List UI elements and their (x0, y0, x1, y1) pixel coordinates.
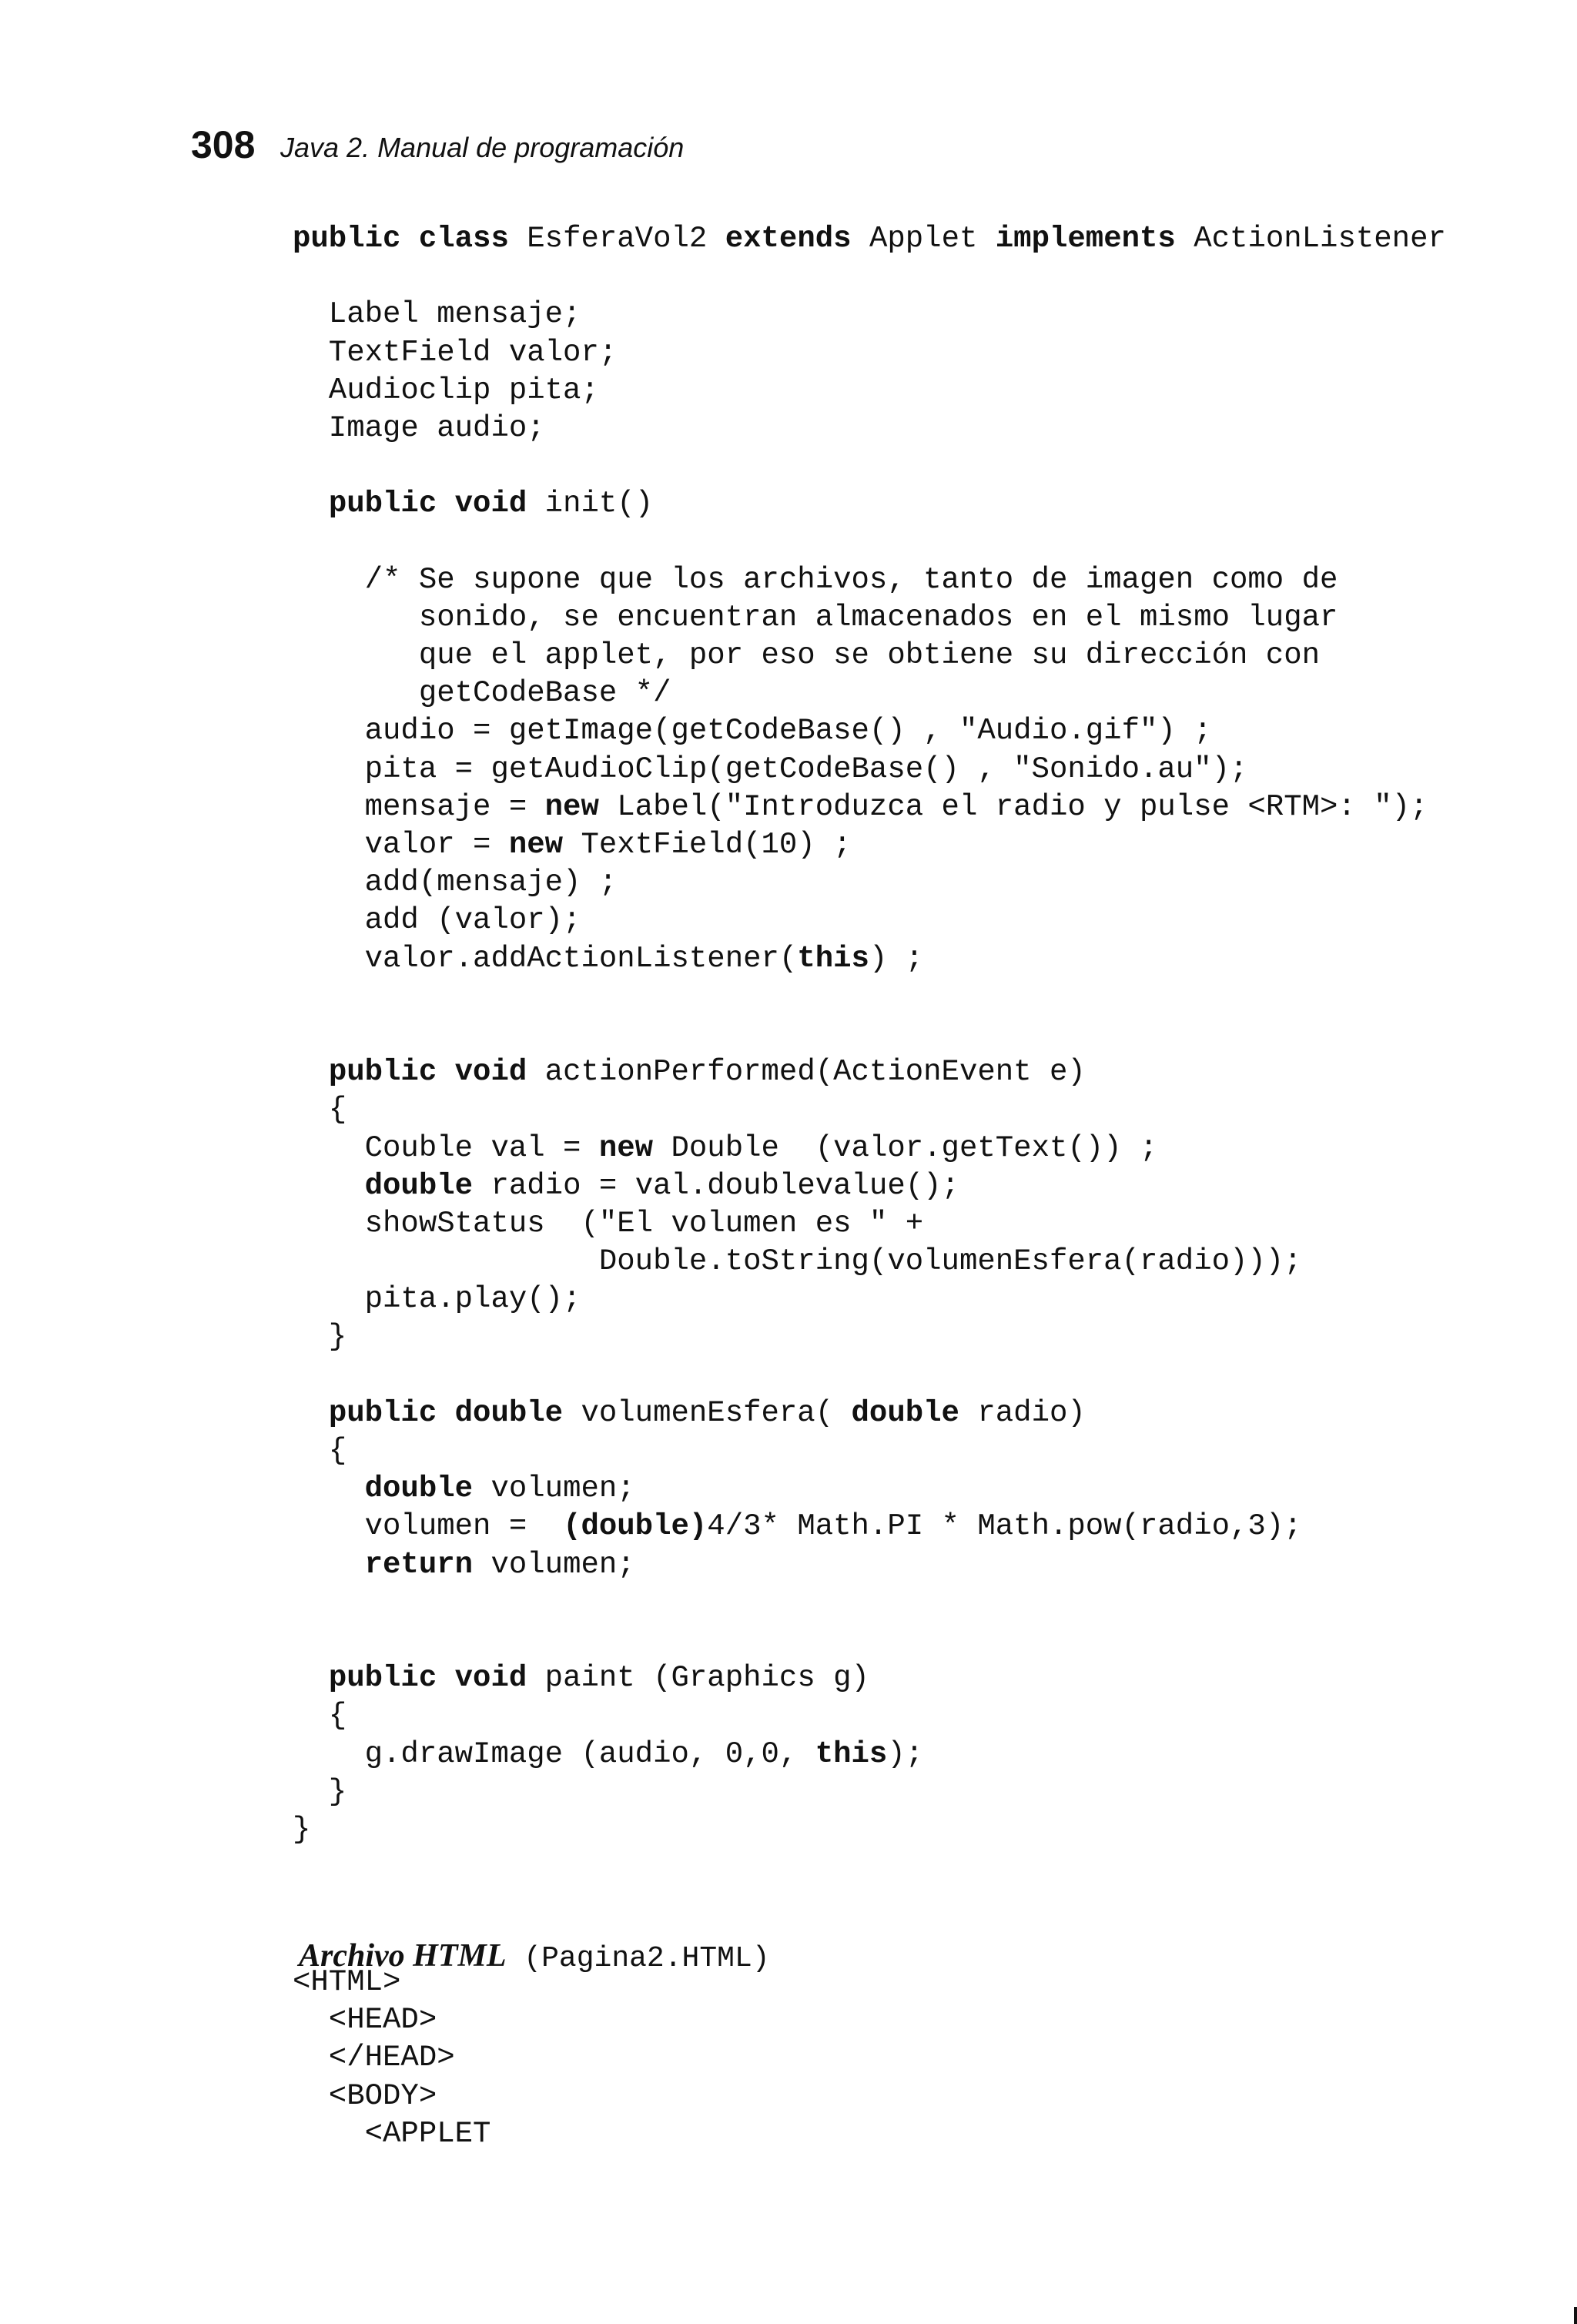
code-text: pita = getAudioClip(getCodeBase() , "Sonido.au"); (293, 752, 1248, 786)
code-line (293, 1697, 1446, 1735)
code-text: Double.toString(volumenEsfera(radio))); (293, 1244, 1302, 1279)
code-line (293, 1659, 1446, 1697)
code-line (293, 751, 1446, 789)
code-keyword: public double (328, 1395, 564, 1430)
code-text: <BODY> (293, 2078, 437, 2113)
code-text: </HEAD> (293, 2041, 455, 2075)
code-line (293, 2001, 491, 2039)
code-text: g.drawImage (audio, 0,0, (293, 1736, 815, 1771)
code-keyword: public void (328, 487, 527, 521)
html-file-heading (293, 1887, 770, 1975)
html-code-listing (293, 1964, 491, 2153)
code-keyword: (double) (563, 1509, 708, 1544)
code-line (293, 485, 1446, 523)
code-line (293, 1318, 1446, 1356)
code-text: getCodeBase */ (293, 676, 671, 711)
code-line (293, 712, 1446, 750)
code-line (293, 978, 1446, 1016)
code-text: que el applet, por eso se obtiene su dirección con (293, 638, 1321, 673)
code-keyword: this (815, 1736, 888, 1771)
code-line (293, 1205, 1446, 1243)
code-text: valor = (293, 828, 509, 862)
code-text: showStatus ("El volumen es " + (293, 1206, 924, 1241)
code-text (293, 1169, 365, 1203)
code-keyword: implements (995, 222, 1176, 256)
code-text: } (293, 1812, 311, 1847)
code-text: /* Se supone que los archivos, tanto de imagen como de (293, 562, 1338, 597)
code-keyword: new (598, 1130, 654, 1165)
code-text: TextField(10) ; (563, 828, 852, 862)
code-text: sonido, se encuentran almacenados en el mismo lugar (293, 600, 1338, 635)
code-line (293, 940, 1446, 978)
code-line (293, 296, 1446, 333)
page-number: 308 (191, 123, 256, 166)
code-text: audio = getImage(getCodeBase() , "Audio.gif") ; (293, 714, 1212, 748)
code-line (293, 1546, 1446, 1584)
code-text: mensaje = (293, 789, 545, 824)
code-line (293, 2078, 491, 2115)
code-line (293, 864, 1446, 902)
code-text: { (293, 1699, 347, 1733)
code-line (293, 410, 1446, 447)
code-line (293, 675, 1446, 712)
code-line (293, 1016, 1446, 1053)
code-line (293, 372, 1446, 410)
code-text (293, 1472, 365, 1505)
code-keyword: double (851, 1395, 959, 1430)
code-keyword: new (544, 789, 599, 824)
code-line (293, 1053, 1446, 1091)
code-keyword: public void (328, 1661, 527, 1696)
running-title: Java 2. Manual de programación (280, 132, 685, 163)
code-line (293, 1964, 491, 2001)
code-line (293, 826, 1446, 864)
code-line (293, 334, 1446, 372)
code-line (293, 1508, 1446, 1545)
java-code-listing (293, 220, 1446, 1849)
code-text: volumen; (473, 1547, 635, 1582)
code-text: valor.addActionListener( (293, 941, 798, 976)
code-line (293, 1395, 1446, 1432)
code-line (293, 1622, 1446, 1659)
code-text: paint (Graphics g) (527, 1661, 869, 1696)
code-text (293, 1396, 329, 1430)
code-text (293, 1548, 365, 1582)
code-line (293, 1811, 1446, 1849)
code-line (293, 1243, 1446, 1281)
code-text (293, 1055, 329, 1089)
code-line (293, 1281, 1446, 1318)
code-keyword: double (364, 1168, 474, 1203)
code-text: radio = val.doublevalue(); (473, 1168, 959, 1203)
code-text: actionPerformed(ActionEvent e) (527, 1055, 1086, 1090)
code-text: ) ; (869, 941, 924, 976)
code-line (293, 902, 1446, 939)
code-line (293, 1736, 1446, 1773)
code-line (293, 1130, 1446, 1167)
code-text: Image audio; (293, 410, 545, 445)
code-text: EsferaVol2 (508, 222, 725, 256)
html-file-title: Archivo HTML (299, 1938, 507, 1974)
code-text (293, 1661, 329, 1695)
code-text: add (valor); (293, 903, 581, 938)
code-keyword: extends (725, 222, 852, 256)
code-text: Applet (851, 222, 996, 256)
code-text: <HEAD> (293, 2003, 437, 2038)
code-line (293, 2115, 491, 2153)
code-line (293, 1091, 1446, 1129)
code-text: pita.play(); (293, 1282, 581, 1317)
code-text: Audioclip pita; (293, 373, 599, 407)
code-line (293, 599, 1446, 637)
code-line (293, 447, 1446, 485)
code-keyword: double (364, 1472, 474, 1506)
code-text: Label mensaje; (293, 297, 581, 332)
code-line (293, 1470, 1446, 1508)
code-text: <HTML> (293, 1965, 401, 1999)
code-text: { (293, 1093, 347, 1127)
code-text: add(mensaje) ; (293, 866, 618, 900)
code-line (293, 1773, 1446, 1811)
page-edge-mark (1574, 2307, 1577, 2324)
code-keyword: new (508, 828, 564, 862)
code-line (293, 789, 1446, 826)
code-text: { (293, 1434, 347, 1468)
code-line (293, 258, 1446, 296)
code-line (293, 561, 1446, 599)
code-text: volumen; (473, 1472, 635, 1506)
code-text: volumenEsfera( (563, 1395, 852, 1430)
code-keyword: this (797, 941, 869, 976)
code-keyword: public void (328, 1055, 527, 1090)
code-text: Double (valor.getText()) ; (653, 1130, 1158, 1165)
code-line (293, 1167, 1446, 1205)
code-text: 4/3* Math.PI * Math.pow(radio,3); (707, 1509, 1302, 1544)
code-keyword: return (364, 1547, 474, 1582)
code-text: Couble val = (293, 1130, 599, 1165)
code-text: volumen = (293, 1509, 564, 1544)
code-line (293, 524, 1446, 561)
code-text: init() (527, 487, 654, 521)
code-line (293, 220, 1446, 258)
code-text: ); (887, 1736, 924, 1771)
code-text: Label("Introduzca el radio y pulse <RTM>: "); (598, 789, 1428, 824)
code-line (293, 1357, 1446, 1395)
code-text: <APPLET (293, 2116, 491, 2151)
code-text: } (293, 1320, 347, 1355)
code-line (293, 637, 1446, 675)
code-text: radio) (959, 1395, 1086, 1430)
html-file-name: (Pagina2.HTML) (506, 1942, 770, 1975)
code-text: TextField valor; (293, 335, 618, 370)
code-text: } (293, 1774, 347, 1809)
code-line (293, 1432, 1446, 1470)
code-keyword: public class (293, 222, 509, 256)
code-text: ActionListener (1175, 222, 1446, 256)
code-text (293, 487, 329, 521)
code-line (293, 1584, 1446, 1622)
code-line (293, 2039, 491, 2077)
